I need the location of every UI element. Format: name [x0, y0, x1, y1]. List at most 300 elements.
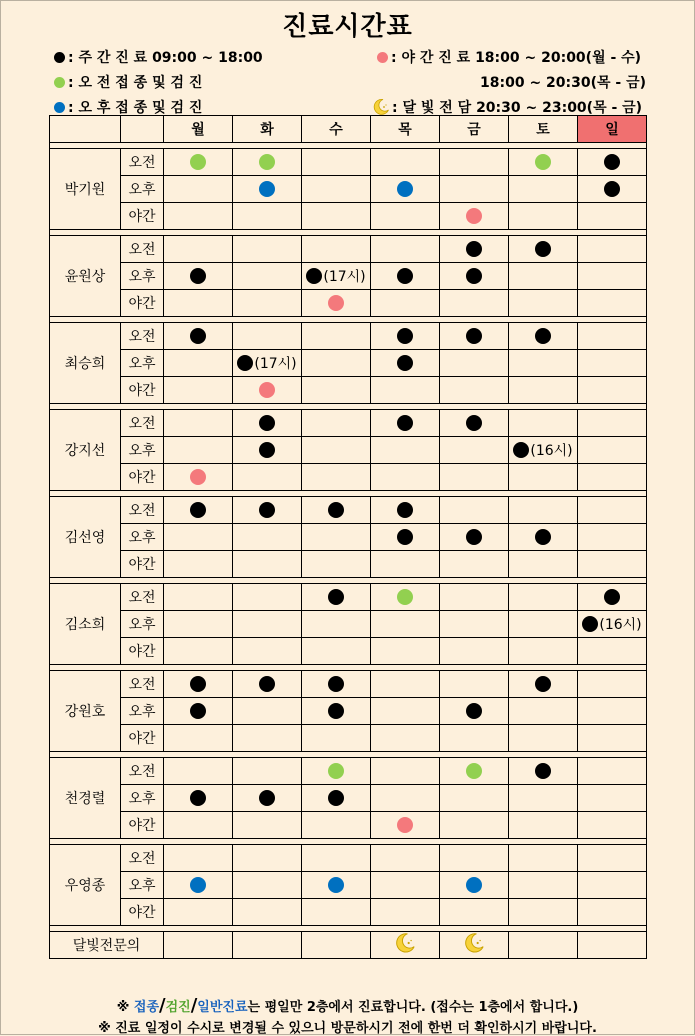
schedule-cell — [302, 812, 371, 839]
moon-icon — [394, 932, 416, 958]
schedule-cell — [164, 551, 233, 578]
schedule-cell — [371, 725, 440, 752]
footer-inoculation: 접종 — [133, 1000, 160, 1015]
schedule-cell — [164, 464, 233, 491]
schedule-cell — [578, 236, 647, 263]
schedule-cell — [440, 638, 509, 665]
black-dot-icon — [237, 355, 253, 371]
schedule-cell — [509, 899, 578, 926]
schedule-cell — [440, 410, 509, 437]
schedule-cell — [233, 203, 302, 230]
schedule-cell — [509, 236, 578, 263]
schedule-cell — [509, 584, 578, 611]
schedule-cell — [509, 812, 578, 839]
slot-label: 야간 — [121, 464, 164, 491]
black-dot-icon — [328, 676, 344, 692]
doctor-name: 우영종 — [50, 845, 121, 926]
schedule-cell — [509, 323, 578, 350]
schedule-cell — [233, 263, 302, 290]
green-dot-icon — [535, 154, 551, 170]
legend-night-thu-fri: 18:00 ~ 20:30(목 - 금) — [480, 75, 647, 91]
schedule-cell — [578, 203, 647, 230]
schedule-cell — [509, 437, 578, 464]
schedule-cell — [302, 584, 371, 611]
black-dot-icon — [259, 676, 275, 692]
schedule-cell — [509, 638, 578, 665]
schedule-cell — [371, 671, 440, 698]
slot-label: 오전 — [121, 323, 164, 350]
table-row — [50, 785, 647, 812]
schedule-cell — [164, 290, 233, 317]
table-row — [50, 497, 647, 524]
schedule-cell — [302, 437, 371, 464]
schedule-cell — [509, 671, 578, 698]
schedule-cell — [302, 638, 371, 665]
schedule-cell — [509, 176, 578, 203]
table-row — [50, 584, 647, 611]
legend-moonlight: : 달 빛 전 담 20:30 ~ 23:00(목 - 금) — [372, 97, 642, 120]
slot-label: 오후 — [121, 176, 164, 203]
black-dot-icon — [513, 442, 529, 458]
schedule-cell — [578, 410, 647, 437]
schedule-cell — [233, 812, 302, 839]
schedule-cell — [164, 671, 233, 698]
schedule-cell — [509, 350, 578, 377]
schedule-table — [49, 115, 647, 959]
slot-label: 오후 — [121, 698, 164, 725]
schedule-cell — [302, 725, 371, 752]
table-row — [50, 638, 647, 665]
schedule-cell — [578, 845, 647, 872]
slot-label: 오전 — [121, 149, 164, 176]
table-row — [50, 671, 647, 698]
schedule-cell — [509, 203, 578, 230]
black-dot-icon — [259, 415, 275, 431]
schedule-cell — [164, 812, 233, 839]
slot-label: 오전 — [121, 758, 164, 785]
table-row — [50, 872, 647, 899]
schedule-cell — [578, 497, 647, 524]
slot-label: 야간 — [121, 377, 164, 404]
schedule-cell — [233, 725, 302, 752]
green-dot-icon — [328, 763, 344, 779]
schedule-cell — [509, 551, 578, 578]
schedule-cell — [302, 872, 371, 899]
schedule-cell — [302, 758, 371, 785]
header-row — [50, 116, 647, 143]
table-row — [50, 611, 647, 638]
schedule-cell — [233, 497, 302, 524]
green-dot-icon — [190, 154, 206, 170]
schedule-cell — [440, 671, 509, 698]
doctor-name: 김선영 — [50, 497, 121, 578]
table-row — [50, 290, 647, 317]
table-row — [50, 149, 647, 176]
schedule-cell — [371, 290, 440, 317]
schedule-cell — [578, 899, 647, 926]
schedule-cell — [233, 611, 302, 638]
table-row — [50, 203, 647, 230]
slot-label: 오후 — [121, 611, 164, 638]
table-row — [50, 698, 647, 725]
schedule-cell — [440, 176, 509, 203]
schedule-cell — [578, 437, 647, 464]
green-dot-icon — [397, 589, 413, 605]
schedule-cell — [371, 464, 440, 491]
footer-exam: 검진 — [165, 1000, 191, 1015]
schedule-cell — [233, 551, 302, 578]
schedule-cell — [440, 149, 509, 176]
schedule-cell — [371, 785, 440, 812]
schedule-cell — [578, 725, 647, 752]
blue-dot-icon — [190, 877, 206, 893]
schedule-cell — [440, 872, 509, 899]
slot-label: 오전 — [121, 410, 164, 437]
schedule-cell — [440, 812, 509, 839]
moon-icon — [463, 932, 485, 958]
schedule-cell — [233, 323, 302, 350]
schedule-cell — [440, 725, 509, 752]
schedule-cell — [233, 758, 302, 785]
schedule-cell — [233, 437, 302, 464]
table-row — [50, 323, 647, 350]
schedule-cell — [302, 149, 371, 176]
schedule-cell — [440, 236, 509, 263]
black-dot-icon — [535, 241, 551, 257]
day-header: 월 — [164, 116, 233, 143]
schedule-cell — [509, 725, 578, 752]
black-dot-icon — [190, 703, 206, 719]
moonlight-label: 달빛전문의 — [50, 932, 164, 959]
pink-dot-icon — [190, 469, 206, 485]
blue-dot-icon — [54, 102, 65, 113]
black-dot-icon — [397, 502, 413, 518]
schedule-cell — [578, 176, 647, 203]
schedule-cell — [164, 584, 233, 611]
schedule-cell — [302, 611, 371, 638]
green-dot-icon — [466, 763, 482, 779]
schedule-cell — [302, 176, 371, 203]
schedule-cell — [371, 410, 440, 437]
schedule-cell — [440, 203, 509, 230]
schedule-cell — [509, 263, 578, 290]
moonlight-row — [50, 932, 647, 959]
schedule-cell — [440, 758, 509, 785]
schedule-cell — [233, 410, 302, 437]
table-row — [50, 464, 647, 491]
slot-label: 오전 — [121, 497, 164, 524]
schedule-cell — [440, 899, 509, 926]
pink-dot-icon — [397, 817, 413, 833]
slot-label: 야간 — [121, 203, 164, 230]
schedule-cell — [578, 872, 647, 899]
black-dot-icon — [259, 502, 275, 518]
schedule-cell — [578, 551, 647, 578]
legend-pm-vaccination: : 오 후 접 종 및 검 진 — [54, 97, 202, 117]
schedule-cell — [233, 290, 302, 317]
table-row — [50, 377, 647, 404]
black-dot-icon — [397, 415, 413, 431]
schedule-cell — [440, 323, 509, 350]
table-row — [50, 176, 647, 203]
schedule-cell — [578, 263, 647, 290]
schedule-cell — [233, 350, 302, 377]
schedule-cell — [578, 932, 647, 959]
doctor-name: 강지선 — [50, 410, 121, 491]
schedule-cell — [509, 611, 578, 638]
schedule-cell — [440, 845, 509, 872]
schedule-cell — [371, 584, 440, 611]
black-dot-icon — [190, 328, 206, 344]
blue-dot-icon — [328, 877, 344, 893]
schedule-cell — [578, 698, 647, 725]
black-dot-icon — [604, 181, 620, 197]
legend-am-vaccination: : 오 전 접 종 및 검 진 — [54, 72, 202, 92]
schedule-cell — [164, 758, 233, 785]
slot-label: 오후 — [121, 524, 164, 551]
black-dot-icon — [190, 502, 206, 518]
schedule-cell — [509, 758, 578, 785]
doctor-name: 윤원상 — [50, 236, 121, 317]
schedule-cell — [578, 584, 647, 611]
doctor-name: 천경렬 — [50, 758, 121, 839]
slot-label: 야간 — [121, 899, 164, 926]
schedule-cell — [302, 524, 371, 551]
table-row — [50, 410, 647, 437]
slot-label: 오후 — [121, 872, 164, 899]
schedule-cell — [371, 872, 440, 899]
black-dot-icon — [190, 268, 206, 284]
schedule-cell — [302, 785, 371, 812]
pink-dot-icon — [377, 52, 388, 63]
schedule-cell — [578, 671, 647, 698]
slot-label: 오후 — [121, 350, 164, 377]
schedule-cell — [371, 551, 440, 578]
schedule-cell — [371, 350, 440, 377]
schedule-cell — [509, 290, 578, 317]
slot-label: 야간 — [121, 812, 164, 839]
blue-dot-icon — [259, 181, 275, 197]
table-row — [50, 758, 647, 785]
schedule-cell — [302, 350, 371, 377]
black-dot-icon — [604, 154, 620, 170]
schedule-cell — [302, 845, 371, 872]
black-dot-icon — [535, 676, 551, 692]
footer-line-2: ※ 진료 일정이 수시로 변경될 수 있으니 방문하시기 전에 한번 더 확인하시기 바랍니다. — [98, 1021, 597, 1036]
schedule-cell — [164, 350, 233, 377]
schedule-cell — [440, 350, 509, 377]
schedule-cell — [371, 698, 440, 725]
schedule-cell — [371, 236, 440, 263]
schedule-cell — [164, 932, 233, 959]
schedule-cell — [371, 437, 440, 464]
schedule-cell — [233, 671, 302, 698]
schedule-cell — [371, 812, 440, 839]
schedule-cell — [371, 497, 440, 524]
schedule-cell — [164, 203, 233, 230]
schedule-cell — [302, 290, 371, 317]
schedule-cell — [578, 290, 647, 317]
schedule-cell — [578, 524, 647, 551]
footer-line-1: ※ 접종/검진/일반진료는 평일만 2층에서 진료합니다. (접수는 1층에서 합니다.) — [116, 995, 579, 1016]
doctor-name: 박기원 — [50, 149, 121, 230]
schedule-cell — [233, 638, 302, 665]
slot-label: 오전 — [121, 584, 164, 611]
schedule-cell — [164, 611, 233, 638]
slot-label: 오전 — [121, 671, 164, 698]
schedule-cell — [371, 638, 440, 665]
black-dot-icon — [54, 52, 65, 63]
schedule-cell — [302, 236, 371, 263]
schedule-cell — [578, 638, 647, 665]
table-row — [50, 725, 647, 752]
black-dot-icon — [190, 676, 206, 692]
schedule-cell — [233, 845, 302, 872]
table-row — [50, 812, 647, 839]
schedule-cell — [233, 932, 302, 959]
schedule-cell — [302, 263, 371, 290]
slot-label: 오후 — [121, 785, 164, 812]
black-dot-icon — [190, 790, 206, 806]
slot-label: 야간 — [121, 638, 164, 665]
black-dot-icon — [466, 703, 482, 719]
schedule-cell — [233, 899, 302, 926]
blue-dot-icon — [397, 181, 413, 197]
schedule-cell — [164, 698, 233, 725]
slot-label: 야간 — [121, 551, 164, 578]
doctor-name: 김소희 — [50, 584, 121, 665]
footer-general: 일반진료 — [197, 1000, 248, 1015]
schedule-cell — [371, 323, 440, 350]
day-header: 일 — [578, 116, 647, 143]
schedule-cell — [302, 899, 371, 926]
schedule-cell — [509, 698, 578, 725]
black-dot-icon — [259, 442, 275, 458]
black-dot-icon — [397, 529, 413, 545]
doctor-name: 최승희 — [50, 323, 121, 404]
schedule-cell — [302, 464, 371, 491]
schedule-cell — [578, 350, 647, 377]
black-dot-icon — [535, 763, 551, 779]
day-header: 수 — [302, 116, 371, 143]
schedule-cell — [578, 323, 647, 350]
schedule-cell — [578, 149, 647, 176]
schedule-cell — [302, 377, 371, 404]
schedule-cell — [302, 203, 371, 230]
day-header: 금 — [440, 116, 509, 143]
schedule-cell — [164, 437, 233, 464]
schedule-cell — [509, 845, 578, 872]
blue-dot-icon — [466, 877, 482, 893]
schedule-cell — [233, 698, 302, 725]
schedule-cell — [509, 932, 578, 959]
schedule-cell — [440, 464, 509, 491]
table-row — [50, 350, 647, 377]
schedule-cell — [371, 176, 440, 203]
hour-note: (17시) — [323, 269, 366, 285]
schedule-cell — [164, 872, 233, 899]
black-dot-icon — [466, 529, 482, 545]
schedule-cell — [509, 872, 578, 899]
black-dot-icon — [535, 529, 551, 545]
schedule-cell — [578, 758, 647, 785]
schedule-cell — [509, 377, 578, 404]
schedule-cell — [233, 176, 302, 203]
green-dot-icon — [259, 154, 275, 170]
black-dot-icon — [466, 268, 482, 284]
black-dot-icon — [259, 790, 275, 806]
table-row — [50, 845, 647, 872]
schedule-cell — [440, 263, 509, 290]
schedule-cell — [233, 464, 302, 491]
schedule-cell — [371, 149, 440, 176]
day-header: 토 — [509, 116, 578, 143]
hour-note: (16시) — [530, 443, 573, 459]
schedule-cell — [164, 377, 233, 404]
schedule-cell — [371, 263, 440, 290]
schedule-cell — [302, 932, 371, 959]
slot-label: 오후 — [121, 263, 164, 290]
schedule-cell — [440, 932, 509, 959]
black-dot-icon — [397, 355, 413, 371]
table-row — [50, 899, 647, 926]
pink-dot-icon — [259, 382, 275, 398]
schedule-cell — [440, 611, 509, 638]
schedule-cell — [509, 524, 578, 551]
schedule-cell — [233, 149, 302, 176]
schedule-cell — [164, 149, 233, 176]
schedule-cell — [440, 497, 509, 524]
schedule-cell — [371, 758, 440, 785]
hour-note: (16시) — [599, 617, 642, 633]
schedule-cell — [509, 785, 578, 812]
black-dot-icon — [328, 589, 344, 605]
schedule-cell — [164, 176, 233, 203]
schedule-cell — [164, 638, 233, 665]
slot-label: 야간 — [121, 725, 164, 752]
schedule-cell — [302, 410, 371, 437]
day-header: 목 — [371, 116, 440, 143]
legend-night: : 야 간 진 료 18:00 ~ 20:00(월 - 수) — [377, 47, 641, 67]
schedule-cell — [164, 845, 233, 872]
schedule-cell — [578, 611, 647, 638]
table-row — [50, 263, 647, 290]
slot-label: 오전 — [121, 236, 164, 263]
table-row — [50, 551, 647, 578]
schedule-cell — [578, 377, 647, 404]
schedule-cell — [302, 551, 371, 578]
schedule-cell — [302, 698, 371, 725]
black-dot-icon — [306, 268, 322, 284]
schedule-cell — [578, 464, 647, 491]
legend-daytime: : 주 간 진 료 09:00 ~ 18:00 — [54, 47, 263, 67]
schedule-cell — [233, 785, 302, 812]
schedule-cell — [233, 584, 302, 611]
schedule-cell — [164, 323, 233, 350]
schedule-cell — [371, 524, 440, 551]
schedule-cell — [440, 524, 509, 551]
black-dot-icon — [466, 415, 482, 431]
schedule-cell — [578, 812, 647, 839]
schedule-cell — [509, 464, 578, 491]
pink-dot-icon — [466, 208, 482, 224]
schedule-cell — [440, 437, 509, 464]
schedule-cell — [440, 698, 509, 725]
schedule-cell — [233, 872, 302, 899]
schedule-cell — [233, 377, 302, 404]
schedule-cell — [302, 497, 371, 524]
schedule-cell — [164, 899, 233, 926]
